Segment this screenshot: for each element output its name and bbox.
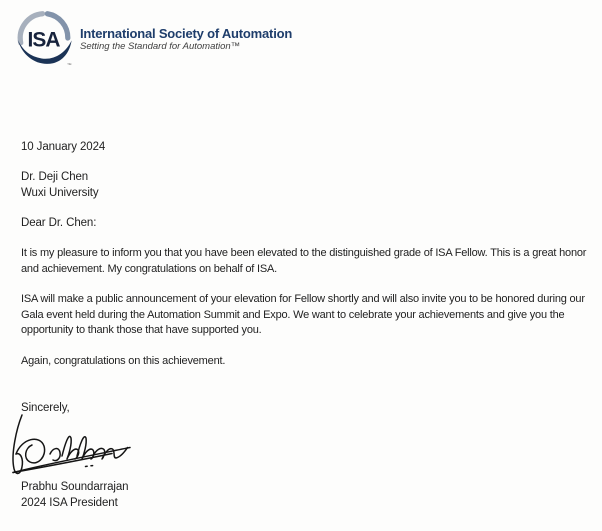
org-tagline: Setting the Standard for Automation™: [80, 41, 241, 52]
letterhead: [15, 8, 292, 68]
handwritten-signature: [6, 408, 156, 490]
closing: Sincerely,: [21, 402, 70, 414]
letter-date: 10 January 2024: [21, 141, 106, 153]
salutation: Dear Dr. Chen:: [21, 217, 97, 229]
isa-logo-text: ISA: [27, 28, 60, 52]
org-name: International Society of Automation: [80, 26, 293, 41]
signer-title: 2024 ISA President: [21, 497, 118, 509]
letter-paragraph-1: It is my pleasure to inform you that you have been elevated to the distinguished grade of ISA Fellow. This is a great honor and achievement. My congratulations on behalf of ISA.: [21, 247, 587, 275]
letter-paragraph-2: ISA will make a public announcement of your elevation for Fellow shortly and will also invite you to be honored during our Gala event held during the Automation Summit and Expo. We want to celebrate your achievements and give you the opportunity to thank those that have supported you.: [21, 293, 585, 336]
isa-logo-icon: [15, 8, 74, 68]
recipient-name: Dr. Deji Chen: [21, 171, 89, 183]
logo-trademark: ™: [66, 63, 72, 68]
signer-name: Prabhu Soundarrajan: [21, 481, 129, 493]
letter-paragraph-3: Again, congratulations on this achievement.: [21, 355, 226, 367]
recipient-affiliation: Wuxi University: [21, 187, 99, 199]
letterhead-text: [80, 8, 292, 68]
